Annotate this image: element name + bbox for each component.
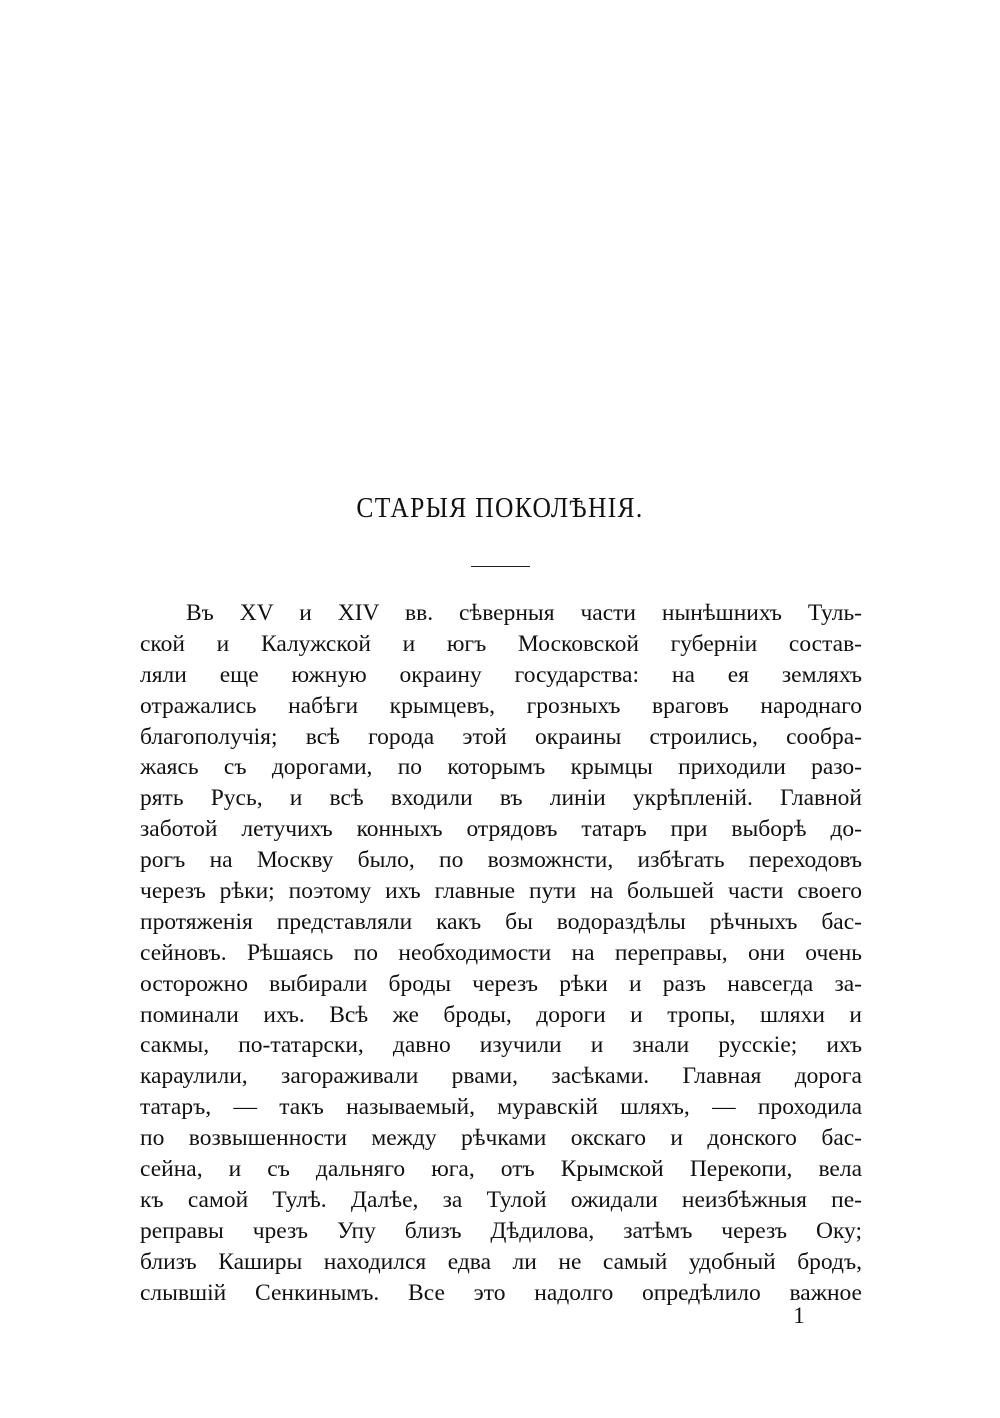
text-line: поминали ихъ. Всѣ же броды, дороги и тропы, шляхи и: [140, 1001, 862, 1028]
text-line: рять Русь, и всѣ входили въ линіи укрѣпленій. Главной: [140, 785, 862, 812]
text-line: заботой летучихъ конныхъ отрядовъ татаръ при выборѣ до-: [140, 816, 862, 843]
text-line: благополучія; всѣ города этой окраины строились, сообра-: [140, 723, 862, 750]
text-line: сейна, и съ дальняго юга, отъ Крымской Перекопи, вела: [140, 1156, 862, 1183]
text-line: рогъ на Москву было, по возможнсти, избѣгать переходовъ: [140, 847, 862, 874]
text-line: ляли еще южную окраину государства: на ея земляхъ: [140, 661, 862, 688]
text-line: Въ XV и XIV вв. сѣверныя части нынѣшнихъ Туль-: [186, 600, 862, 626]
chapter-title: СТАРЫЯ ПОКОЛѢНІЯ.: [356, 492, 644, 524]
text-line: черезъ рѣки; поэтому ихъ главные пути на большей части своего: [140, 878, 862, 905]
text-line: слывшій Сенкинымъ. Все это надолго опредѣлило важное: [140, 1279, 862, 1306]
text-line: татаръ, — такъ называемый, муравскій шляхъ, — проходила: [140, 1094, 862, 1121]
text-line: близъ Каширы находился едва ли не самый удобный бродъ,: [140, 1248, 862, 1275]
text-line: осторожно выбирали броды черезъ рѣки и разъ навсегда за-: [140, 970, 862, 997]
text-line: реправы чрезъ Упу близъ Дѣдилова, затѣмъ черезъ Оку;: [140, 1217, 862, 1244]
body-text: [140, 598, 862, 1308]
text-line: ской и Калужской и югъ Московской губерніи состав-: [140, 630, 862, 657]
text-line: сакмы, по-татарски, давно изучили и знали русскіе; ихъ: [140, 1032, 862, 1059]
text-line: къ самой Тулѣ. Далѣе, за Тулой ожидали неизбѣжныя пе-: [140, 1186, 862, 1213]
text-line: жаясь съ дорогами, по которымъ крымцы приходили разо-: [140, 754, 862, 781]
page-number: 1: [793, 1303, 805, 1328]
title-divider: [471, 566, 530, 567]
text-line: по возвышенности между рѣчками окскаго и донского бас-: [140, 1125, 862, 1152]
text-line: караулили, загораживали рвами, засѣками. Главная дорога: [140, 1063, 862, 1090]
text-line: протяженія представляли какъ бы водораздѣлы рѣчныхъ бас-: [140, 908, 862, 935]
text-line: отражались набѣги крымцевъ, грозныхъ враговъ народнаго: [140, 692, 862, 719]
text-line: сейновъ. Рѣшаясь по необходимости на переправы, они очень: [140, 939, 862, 966]
